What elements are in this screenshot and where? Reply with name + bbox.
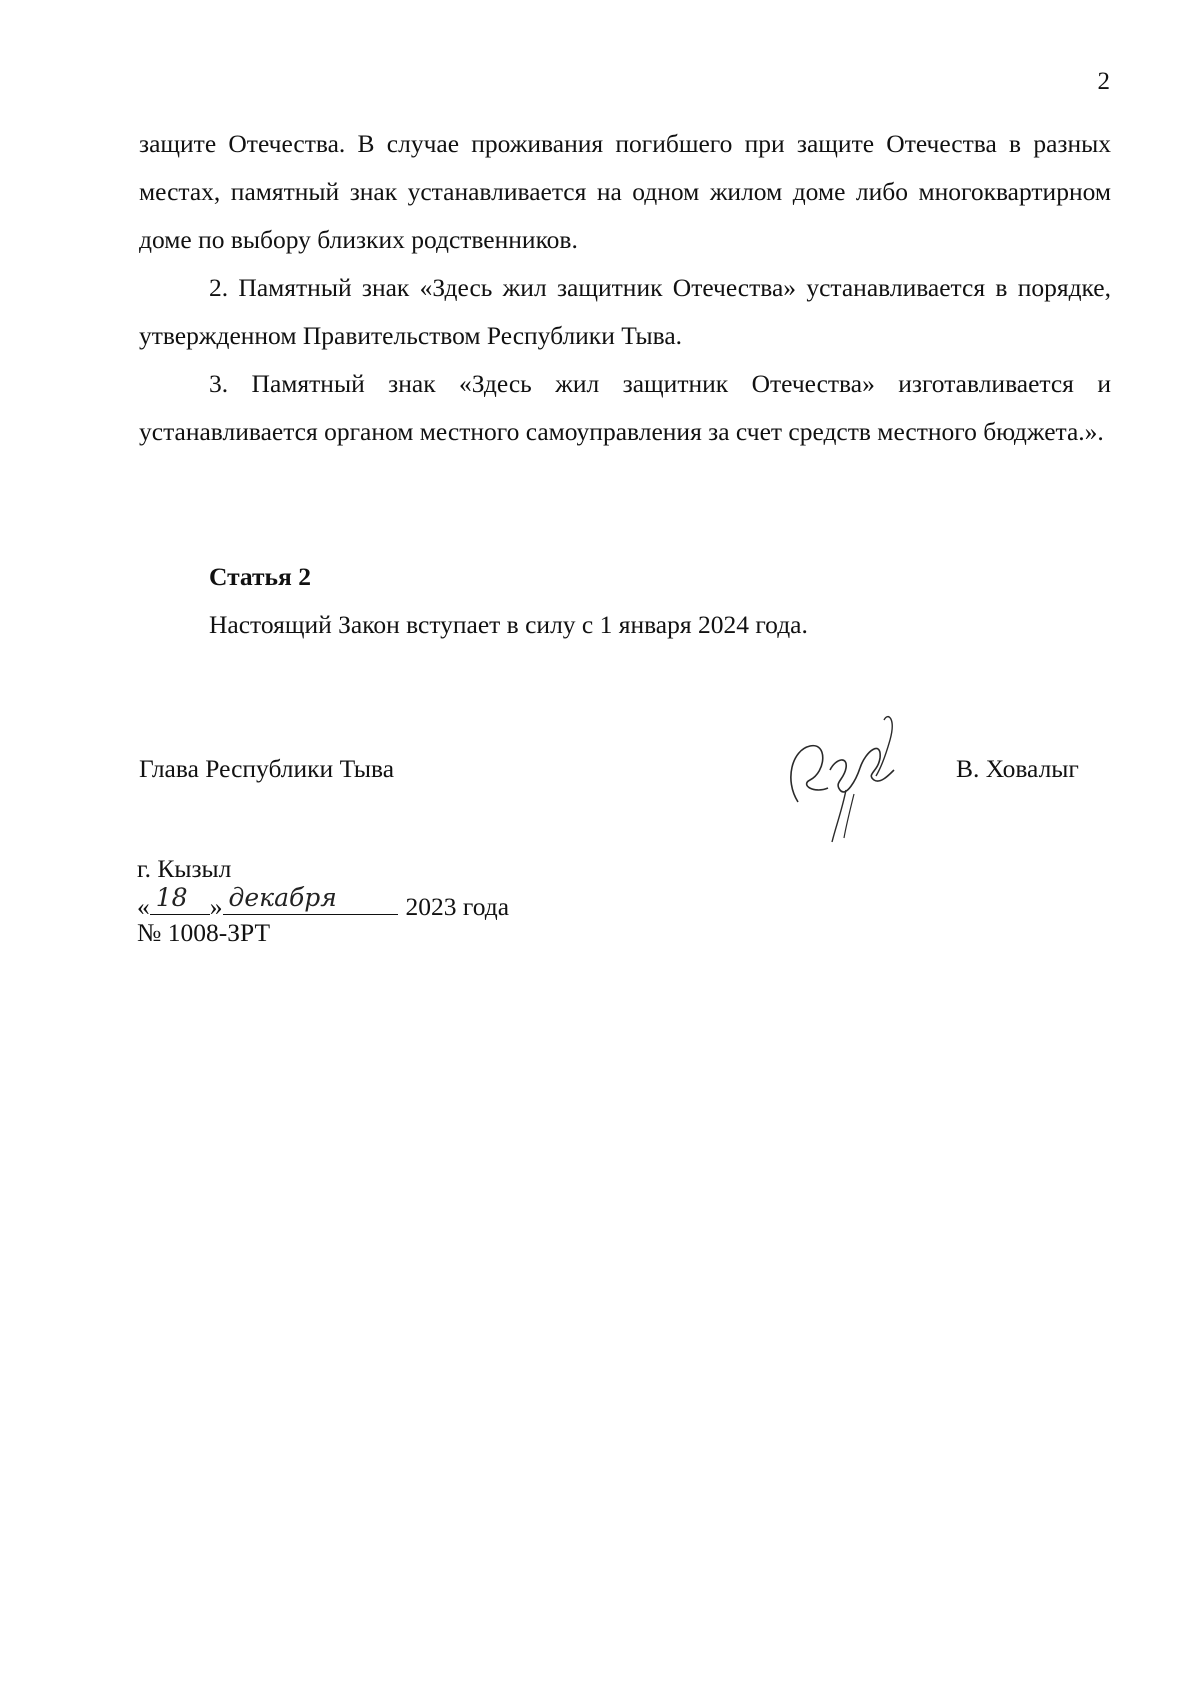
handwritten-day: 18 <box>155 883 188 912</box>
signatory-title: Глава Республики Тыва <box>139 754 395 783</box>
paragraph-item-3: 3. Памятный знак «Здесь жил защитник Отечества» изготавливается и устанавливается органом местного самоуправления за счет средств местного бюджета.». <box>139 369 1111 446</box>
signatory-name: В. Ховалыг <box>956 754 1079 783</box>
day-blank <box>150 883 210 915</box>
paragraph-item-2: 2. Памятный знак «Здесь жил защитник Отечества» устанавливается в порядке, утвержденном Правительством Республики Тыва. <box>139 273 1111 350</box>
article-text: Настоящий Закон вступает в силу с 1 января 2024 года. <box>209 610 808 639</box>
article-heading: Статья 2 <box>209 562 311 591</box>
date-year-text: 2023 года <box>405 892 510 921</box>
date-open-quote: « <box>137 892 150 921</box>
document-body <box>139 120 1111 456</box>
date-line <box>137 883 510 922</box>
handwritten-signature <box>770 710 920 850</box>
paragraph-continuation: защите Отечества. В случае проживания погибшего при защите Отечества в разных местах, памятный знак устанавливается на одном жилом доме либо многоквартирном доме по выбору близких родственников. <box>139 129 1111 254</box>
law-number: № 1008-ЗРТ <box>137 918 271 947</box>
place-of-signing: г. Кызыл <box>137 854 232 883</box>
date-close-quote: » <box>209 892 223 921</box>
month-blank <box>223 883 398 915</box>
handwritten-month: декабря <box>228 883 337 912</box>
page-number: 2 <box>1097 68 1110 95</box>
